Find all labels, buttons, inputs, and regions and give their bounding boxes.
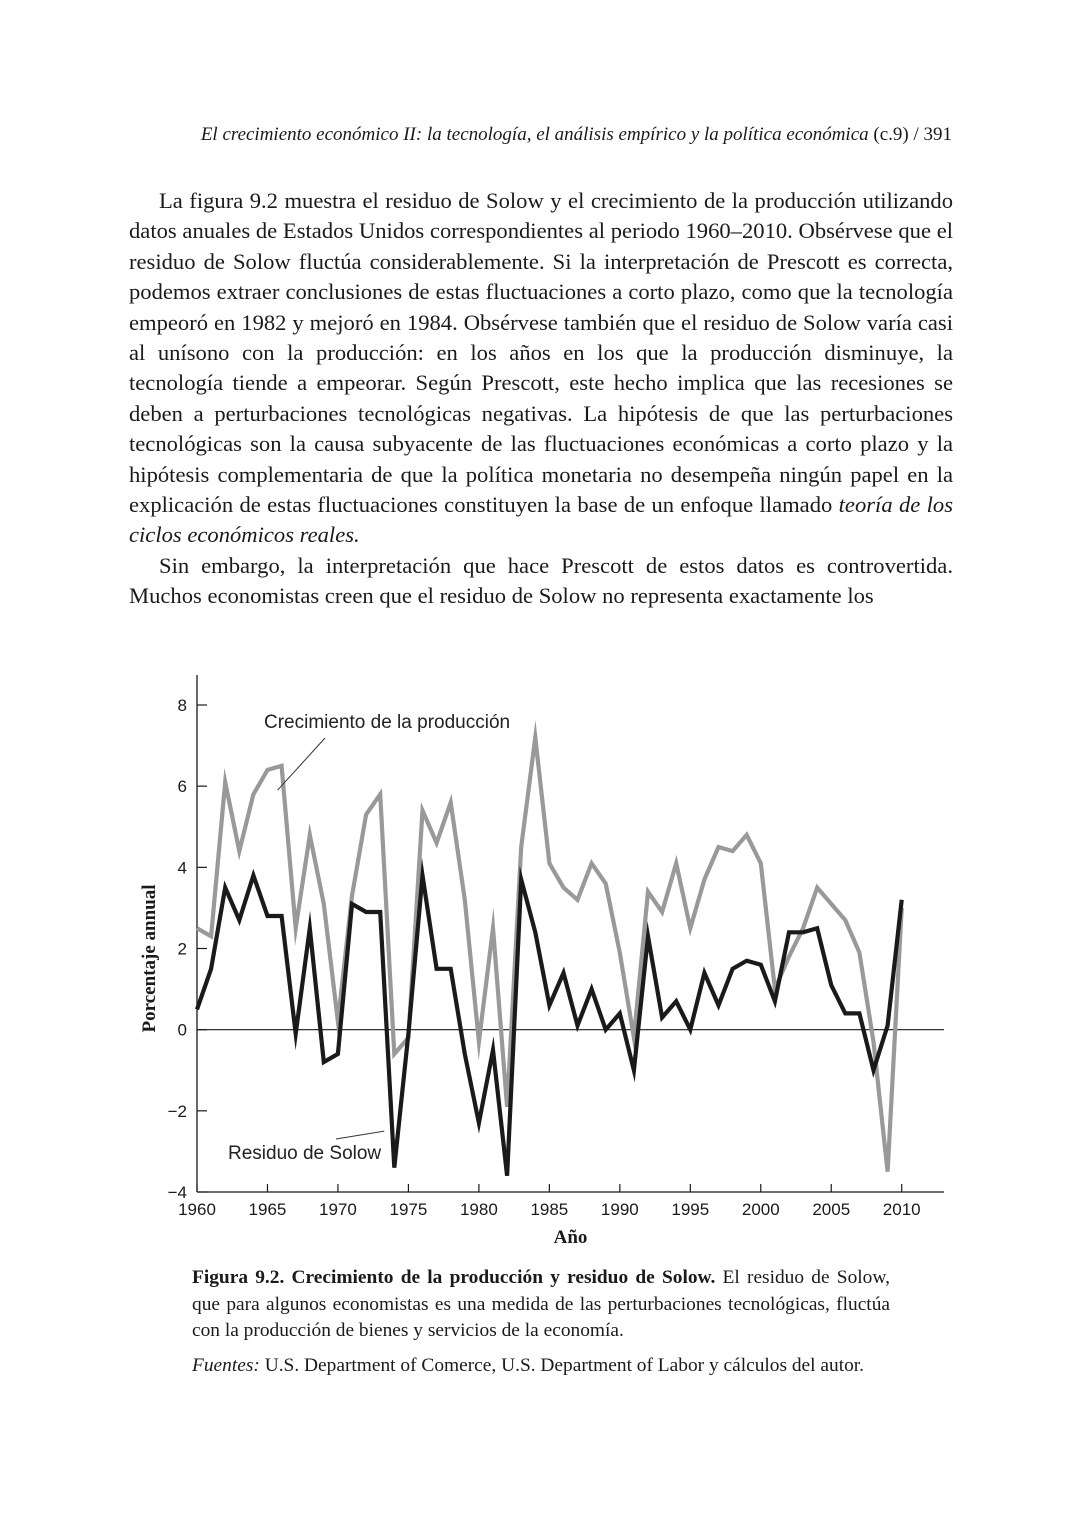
chart — [120, 665, 960, 1255]
paragraph-2: Sin embargo, la interpretación que hace Prescott de estos datos es controvertida. Muchos economistas creen que el residuo de Solow no representa exactamente los — [129, 552, 953, 609]
x-tick-label: 1970 — [319, 1200, 357, 1219]
x-tick-label: 1985 — [530, 1200, 569, 1219]
annotation-solow-residual-leader — [336, 1131, 384, 1139]
y-tick-label: −2 — [167, 1101, 187, 1121]
x-tick-label: 1995 — [671, 1200, 710, 1219]
running-head-title: El crecimiento económico II: la tecnología, el análisis empírico y la política económica — [200, 124, 869, 145]
x-tick-label: 2005 — [812, 1200, 851, 1219]
sources-text: U.S. Department of Comerce, U.S. Department of Labor y cálculos del autor. — [264, 1354, 865, 1376]
chart-series — [197, 738, 902, 1176]
x-axis-label: Año — [553, 1227, 588, 1248]
paragraph-1-italic-term: teoría de los ciclos económicos reales. — [129, 492, 953, 548]
x-tick-label: 1975 — [389, 1200, 428, 1219]
x-tick-label: 1980 — [459, 1200, 498, 1219]
series-line-solow-residual — [197, 875, 902, 1175]
annotation-output-growth-leader — [278, 738, 325, 790]
paragraph-1 — [129, 186, 953, 551]
y-tick-label: 2 — [177, 939, 187, 959]
sources-label: Fuentes: — [192, 1354, 260, 1376]
running-head-chapter: (c.9) — [873, 124, 909, 145]
x-tick-label: 1965 — [248, 1200, 287, 1219]
figure-caption — [192, 1265, 890, 1379]
caption-text: El residuo de Solow, que para algunos economistas es una medida de las perturbaciones tecnológicas, fluctúa con la producción de bienes y servicios de la economía. — [192, 1267, 890, 1341]
y-tick-label: 8 — [177, 696, 187, 715]
x-tick-label: 1960 — [178, 1200, 216, 1219]
body-text — [129, 186, 953, 612]
caption-label: Figura 9.2. Crecimiento de la producción y residuo de Solow. — [192, 1267, 716, 1288]
y-tick-label: −4 — [167, 1183, 187, 1202]
x-tick-label: 2010 — [882, 1200, 921, 1219]
x-tick-label: 2000 — [741, 1200, 780, 1219]
page-number: 391 — [923, 124, 952, 145]
series-line-output-growth — [197, 738, 902, 1172]
running-head-separator: / — [913, 124, 919, 145]
caption-body — [192, 1265, 890, 1345]
annotation-output-growth: Crecimiento de la producción — [264, 712, 511, 733]
running-head — [190, 124, 952, 146]
y-tick-label: 6 — [177, 777, 187, 797]
paragraph-1-text: La figura 9.2 muestra el residuo de Solow y el crecimiento de la producción utilizando datos anuales de Estados Unidos correspondientes al periodo 1960–2010. Obsérvese que el residuo de Solow fluctúa considerablemente. Si la interpretación de Prescott es correcta, podemos extraer conclusiones de estas fluctuaciones a corto plazo, como que la tecnología empeoró en 1982 y mejoró en 1984. Obsérvese también que el residuo de Solow varía casi al unísono con la producción: en los años en los que la producción disminuye, la tecnología tiende a empeorar. Según Prescott, este hecho implica que las recesiones se deben a perturbaciones tecnológicas negativas. La hipótesis de que las perturbaciones tecnológicas son la causa subyacente de las fluctuaciones económicas a corto plazo y la hipótesis complementaria de que la política monetaria no desempeña ningún papel en la explicación de estas fluctuaciones constituyen la base de un enfoque llamado — [129, 188, 953, 518]
y-tick-label: 4 — [177, 858, 187, 878]
x-tick-label: 1990 — [600, 1200, 639, 1219]
y-tick-label: 0 — [177, 1020, 187, 1040]
annotation-solow-residual: Residuo de Solow — [228, 1143, 382, 1164]
y-axis-label: Porcentaje annual — [139, 884, 160, 1033]
caption-sources — [192, 1353, 890, 1380]
